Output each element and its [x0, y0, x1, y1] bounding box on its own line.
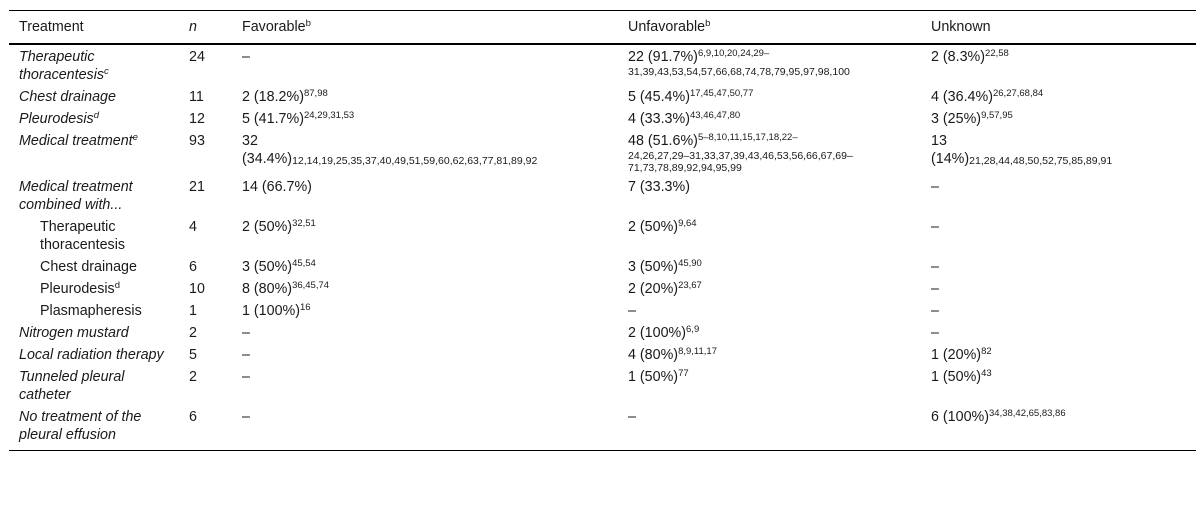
unknown-cell: 4 $(36.4\%)^{26,27,68,84}$ — [931, 88, 1044, 105]
unfavorable-cell: 2 $(100\%)^{6,9}$ — [628, 324, 700, 341]
treatment-cell: Medical treatment$^e$ — [19, 132, 138, 149]
n-cell: 11 — [189, 89, 204, 105]
favorable-cell: 1 $(100\%)^{16}$ — [242, 302, 311, 319]
unknown-cell: 6 $(100\%)^{34,38,42,65,83,86}$ — [931, 408, 1066, 425]
n-cell: 4 — [189, 219, 197, 235]
n-cell: 5 — [189, 347, 197, 363]
favorable-cell: – — [242, 369, 250, 385]
favorable-cell: 32 (34.4%)12,14,19,25,35,37,40,49,51,59,60,62,63,77,81,89,92 — [242, 133, 538, 167]
treatment-cell: Tunneled pleural catheter — [19, 369, 125, 403]
unknown-cell: 1 $(50\%)^{43}$ — [931, 368, 992, 385]
unfavorable-cell: – — [628, 303, 636, 319]
favorable-cell: 8 $(80\%)^{36,45,74}$ — [242, 280, 330, 297]
unknown-cell: 2 $(8.3\%)^{22,58}$ — [931, 48, 1009, 65]
treatment-cell: Local radiation therapy — [19, 347, 164, 363]
favorable-cell: – — [242, 409, 250, 425]
n-cell: 10 — [189, 281, 205, 297]
n-cell: 93 — [189, 133, 205, 149]
n-cell: 21 — [189, 179, 205, 195]
unfavorable-cell: – — [628, 409, 636, 425]
table-row — [9, 343, 1196, 365]
table-row — [9, 365, 1196, 405]
header-row — [9, 11, 1196, 45]
treatment-cell: Chest drainage — [40, 259, 137, 275]
n-cell: 2 — [189, 325, 197, 341]
table-row — [9, 405, 1196, 451]
header-unfavorable: Unfavorable$^b$ — [628, 18, 711, 35]
unknown-cell: – — [931, 219, 939, 235]
table-row — [9, 321, 1196, 343]
n-cell: 12 — [189, 111, 205, 127]
unfavorable-cell: 4 $(33.3\%)^{43,46,47,80}$ — [628, 110, 741, 127]
favorable-cell: – — [242, 347, 250, 363]
favorable-cell: 2 $(50\%)^{32,51}$ — [242, 218, 316, 235]
header-n: n — [189, 19, 197, 35]
unfavorable-cell: 3 $(50\%)^{45,90}$ — [628, 258, 702, 275]
treatment-cell: Therapeutic thoracentesis — [40, 219, 126, 253]
treatment-cell: Therapeutic thoracentesis$^c$ — [19, 49, 109, 83]
header-treatment: Treatment — [19, 19, 84, 35]
favorable-cell: – — [242, 325, 250, 341]
table-row — [9, 107, 1196, 129]
unfavorable-cell: 5 $(45.4\%)^{17,45,47,50,77}$ — [628, 88, 754, 105]
unknown-cell: – — [931, 179, 939, 195]
unknown-cell: – — [931, 259, 939, 275]
unfavorable-cell: 4 $(80\%)^{8,9,11,17}$ — [628, 346, 717, 363]
treatment-cell: Pleurodesis$^d$ — [40, 280, 120, 297]
n-cell: 1 — [189, 303, 197, 319]
unfavorable-cell: 2 $(50\%)^{9,64}$ — [628, 218, 697, 235]
n-cell: 24 — [189, 49, 205, 65]
unknown-cell: – — [931, 325, 939, 341]
unfavorable-cell: 1 $(50\%)^{77}$ — [628, 368, 689, 385]
treatment-cell: Chest drainage — [19, 89, 116, 105]
n-cell: 2 — [189, 369, 197, 385]
unfavorable-cell: 7 (33.3%) — [628, 179, 690, 195]
table-row — [9, 299, 1196, 321]
unknown-cell: – — [931, 281, 939, 297]
table-row — [9, 255, 1196, 277]
unfavorable-cell: 22 $(91.7\%)^{6,9,10,20,24,29-}$ 31,39,43,53,54,57,66,68,74,78,79,95,97,98,100 — [628, 48, 850, 78]
table-row — [9, 215, 1196, 255]
favorable-cell: 3 $(50\%)^{45,54}$ — [242, 258, 316, 275]
treatment-outcomes-table — [9, 10, 1196, 451]
table-row — [9, 44, 1196, 85]
favorable-cell: 2 $(18.2\%)^{87,98}$ — [242, 88, 328, 105]
table-row — [9, 175, 1196, 215]
table-row — [9, 277, 1196, 299]
n-cell: 6 — [189, 259, 197, 275]
treatment-cell: No treatment of the pleural effusion — [19, 409, 142, 443]
treatment-cell: Pleurodesis$^d$ — [19, 110, 99, 127]
treatment-cell: Nitrogen mustard — [19, 325, 129, 341]
favorable-cell: 14 (66.7%) — [242, 179, 312, 195]
n-cell: 6 — [189, 409, 197, 425]
unfavorable-cell: 48 $(51.6\%)^{5-8,10,11,15,17,18,22-}$ 24,26,27,29–31,33,37,39,43,46,53,56,66,67,69– 71,73,78,89,92,94,95,99 — [628, 132, 853, 174]
treatment-cell: Plasmapheresis — [40, 303, 142, 319]
unknown-cell: 1 $(20\%)^{82}$ — [931, 346, 992, 363]
favorable-cell: 5 $(41.7\%)^{24,29,31,53}$ — [242, 110, 355, 127]
treatment-cell: Medical treatment combined with... — [19, 179, 133, 213]
table-row — [9, 129, 1196, 175]
favorable-cell: – — [242, 49, 250, 65]
table-row — [9, 85, 1196, 107]
unknown-cell: – — [931, 303, 939, 319]
header-favorable: Favorable$^b$ — [242, 18, 311, 35]
unknown-cell: 13 (14%)21,28,44,48,50,52,75,85,89,91 — [931, 133, 1113, 167]
header-unknown: Unknown — [931, 19, 991, 35]
unfavorable-cell: 2 $(20\%)^{23,67}$ — [628, 280, 702, 297]
unknown-cell: 3 $(25\%)^{9,57,95}$ — [931, 110, 1013, 127]
